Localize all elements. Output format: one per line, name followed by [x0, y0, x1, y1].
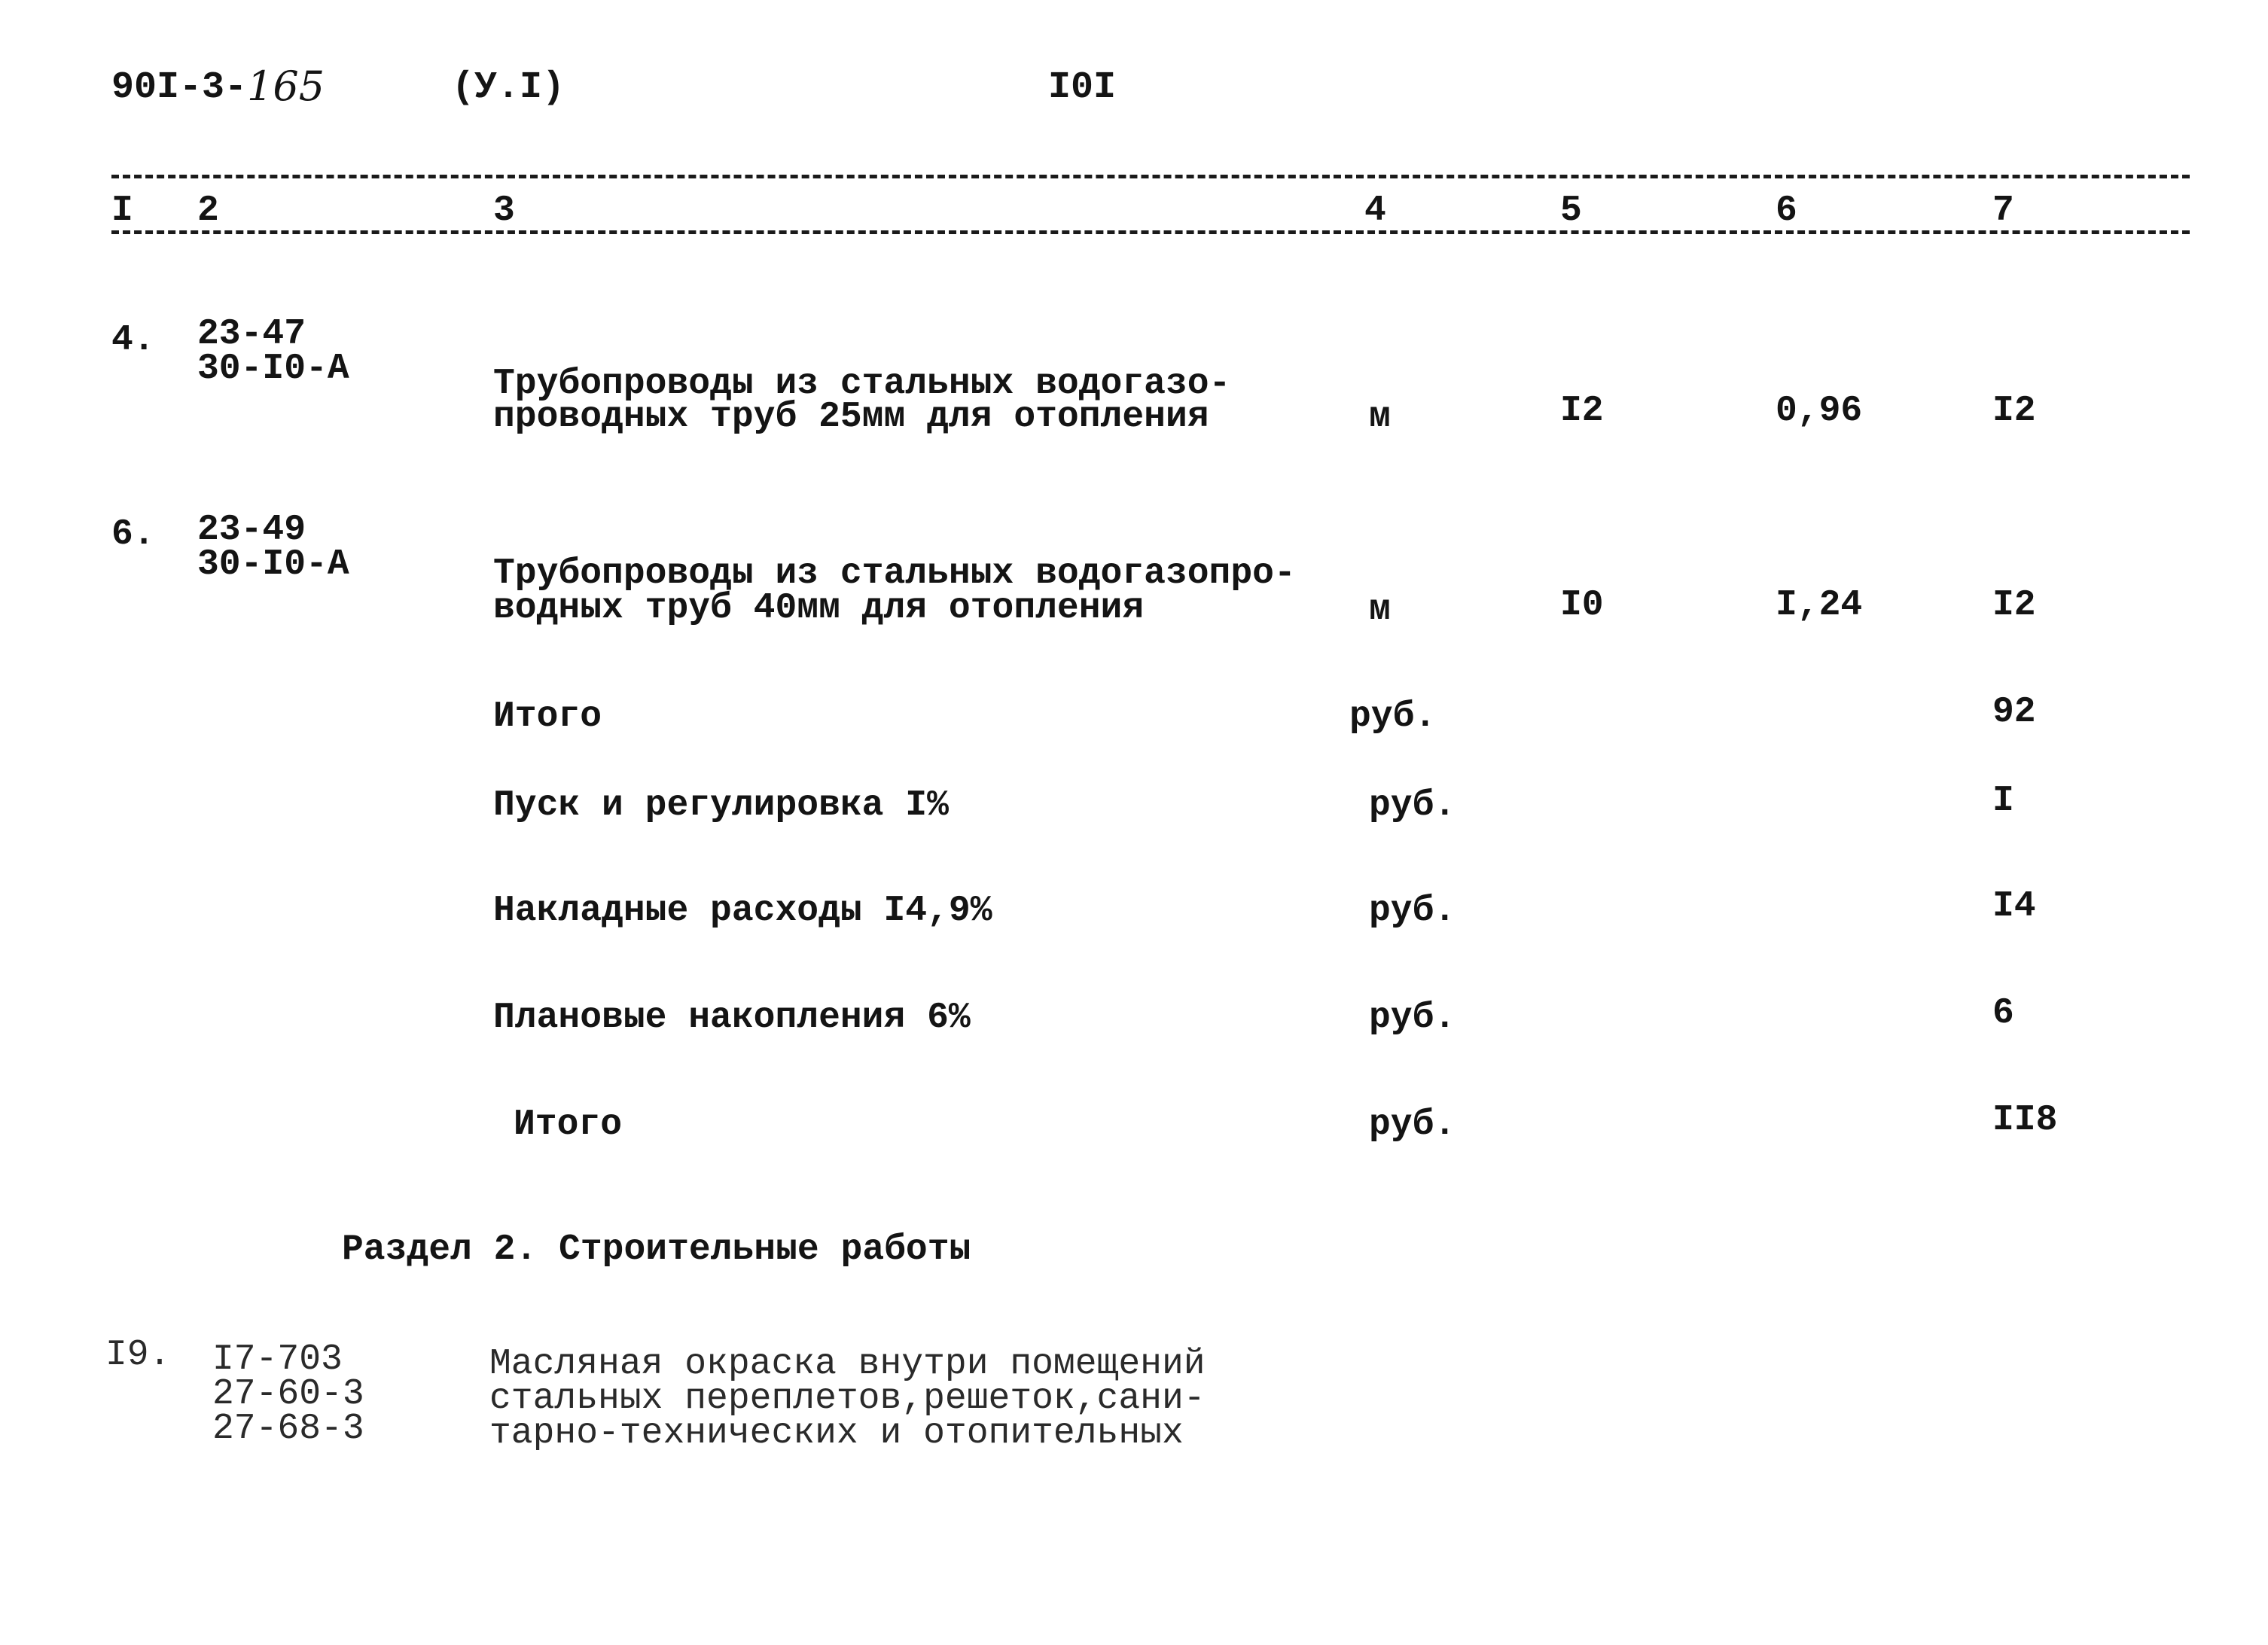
- row-quantity: I2: [1560, 391, 1604, 431]
- row-code: 27-60-3: [212, 1374, 364, 1415]
- row-unit: м: [1369, 397, 1391, 437]
- row-code: 30-I0-A: [197, 349, 349, 389]
- row-code: 23-47: [197, 314, 306, 355]
- row-quantity: I0: [1560, 585, 1604, 626]
- summary-label: Итого: [514, 1104, 623, 1145]
- row-description: Масляная окраска внутри помещений: [489, 1344, 1206, 1385]
- row-description: водных труб 40мм для отопления: [493, 588, 1145, 629]
- row-description: стальных переплетов,решеток,сани-: [489, 1378, 1206, 1419]
- summary-label: Плановые накопления 6%: [493, 998, 971, 1038]
- summary-label: Пуск и регулировка I%: [493, 785, 949, 826]
- column-header-4: 4: [1364, 190, 1386, 231]
- column-header-3: 3: [493, 190, 515, 231]
- row-description: проводных труб 25мм для отопления: [493, 397, 1209, 437]
- row-number: 4.: [111, 320, 155, 361]
- row-code: 23-49: [197, 510, 306, 550]
- row-cost: I2: [1992, 585, 2036, 626]
- document-code-handwritten-number: 165: [247, 62, 325, 110]
- row-code: 30-I0-A: [197, 544, 349, 585]
- document-code-prefix: 90I-3-: [111, 66, 248, 109]
- column-header-2: 2: [197, 190, 219, 231]
- summary-label: Накладные расходы I4,9%: [493, 891, 992, 931]
- summary-cost: 6: [1992, 993, 2014, 1034]
- page-number: I0I: [1048, 66, 1117, 109]
- summary-cost: I: [1992, 781, 2014, 821]
- row-number: I9.: [105, 1335, 171, 1375]
- summary-unit: руб.: [1349, 696, 1437, 737]
- column-header-1: I: [111, 190, 133, 231]
- row-description: Трубопроводы из стальных водогазопро-: [493, 553, 1296, 594]
- row-code: 27-68-3: [212, 1409, 364, 1449]
- header-rule-top: [111, 175, 2190, 178]
- row-description: тарно-технических и отопительных: [489, 1413, 1184, 1454]
- summary-label: Итого: [493, 696, 602, 737]
- section-title: Раздел 2. Строительные работы: [342, 1229, 971, 1270]
- row-price: I,24: [1776, 585, 1863, 626]
- summary-unit: руб.: [1369, 785, 1456, 826]
- row-number: 6.: [111, 514, 155, 555]
- volume-label: (У.I): [452, 66, 565, 109]
- summary-unit: руб.: [1369, 998, 1456, 1038]
- summary-unit: руб.: [1369, 1104, 1456, 1145]
- column-header-7: 7: [1992, 190, 2014, 231]
- summary-cost: 92: [1992, 692, 2036, 733]
- row-cost: I2: [1992, 391, 2036, 431]
- header-rule-bottom: [111, 230, 2190, 234]
- summary-cost: I4: [1992, 886, 2036, 927]
- row-unit: м: [1369, 589, 1391, 630]
- summary-cost: II8: [1992, 1100, 2058, 1141]
- row-price: 0,96: [1776, 391, 1863, 431]
- column-header-6: 6: [1776, 190, 1797, 231]
- row-code: I7-703: [212, 1339, 343, 1380]
- summary-unit: руб.: [1369, 891, 1456, 931]
- column-header-5: 5: [1560, 190, 1582, 231]
- row-description: Трубопроводы из стальных водогазо-: [493, 364, 1231, 404]
